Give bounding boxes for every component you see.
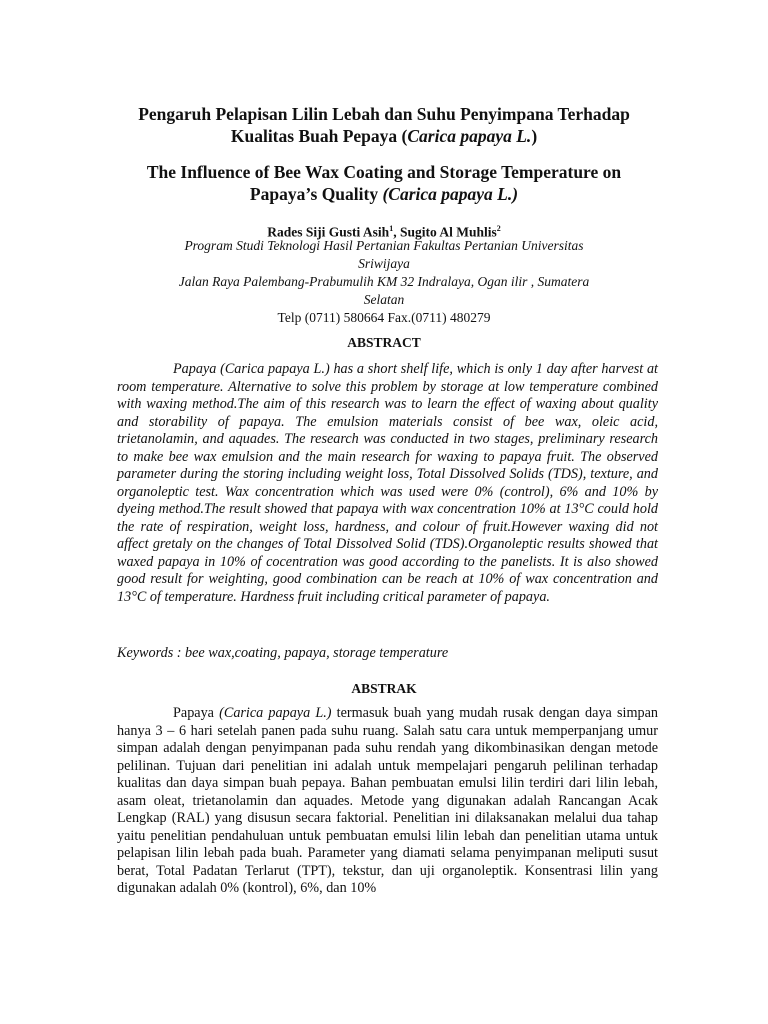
abstract-body: Papaya (Carica papaya L.) has a short shelf life, which is only 1 day after harvest at room temperature. Alternative to solve this problem by storage at low temperature combined with waxing method.The aim of this research was to learn the effect of waxing about quality and storability of papaya. The emulsion materials consist of bee wax, oleic acid, trietanolamin, and aquades. The research was conducted in two stages, preliminary research to make bee wax emulsion and the main research for waxing to papaya fruit. The observed parameter during the storing including weight loss, Total Dissolved Solids (TDS), texture, and organoleptic test. Wax concentration which was used were 0% (control), 6% and 10% by dyeing method.The result showed that papaya with wax concentration 10% at 13°C could hold the rate of respiration, weight loss, hardness, and colour of fruit.However waxing did not affect gretaly on the changes of Total Dissolved Solid (TDS).Organoleptic results showed that waxed papaya in 10% of cocentration was good according to the panelists. It is also showed good result for weighting, good combination can be reach at 10% of wax concentration and 13°C of temperature. Hardness fruit including critical parameter of papaya. <box>117 361 658 605</box>
affiliation-line2: Sriwijaya <box>358 256 410 271</box>
affiliation-line1: Program Studi Teknologi Hasil Pertanian Fakultas Pertanian Universitas <box>184 238 584 253</box>
contact-phone: Telp (0711) 580664 Fax.(0711) 480279 <box>277 310 491 325</box>
title-en-line1: The Influence of Bee Wax Coating and Storage Temperature on <box>146 162 622 182</box>
title-id-line2: Kualitas Buah Pepaya (Carica papaya L.) <box>230 126 538 146</box>
abstrak-heading: ABSTRAK <box>351 681 417 696</box>
title-indonesian <box>120 103 648 147</box>
affiliation-block <box>110 237 658 327</box>
address-line2: Selatan <box>363 292 405 307</box>
title-id-line1: Pengaruh Pelapisan Lilin Lebah dan Suhu Penyimpana Terhadap <box>138 104 630 124</box>
author-list: Rades Siji Gusti Asih$^1$, Sugito Al Muhlis$^2$ <box>267 224 501 240</box>
keywords: Keywords : bee wax,coating, papaya, storage temperature <box>117 645 449 661</box>
abstract-heading: ABSTRACT <box>347 335 421 350</box>
title-english <box>120 161 648 205</box>
address-line1: Jalan Raya Palembang-Prabumulih KM 32 Indralaya, Ogan ilir , Sumatera <box>178 274 590 289</box>
title-en-line2: Papaya’s Quality (Carica papaya L.) <box>249 184 519 204</box>
abstrak-body: Papaya (Carica papaya L.) termasuk buah yang mudah rusak dengan daya simpan hanya 3 – 6 hari setelah panen pada suhu ruang. Salah satu cara untuk memperpanjang umur simpan adalah dengan penyimpanan pada suhu rendah yang dikombinasikan dengan metode pelilinan. Tujuan dari penelitian ini adalah untuk mempelajari pengaruh pelilinan terhadap kualitas dan daya simpan buah pepaya. Bahan pembuatan emulsi lilin terdiri dari lilin lebah, asam oleat, trietanolamin dan aquades. Metode yang digunakan adalah Rancangan Acak Lengkap (RAL) yang disusun secara faktorial. Penelitian ini dilaksanakan melalui dua tahap yaitu penelitian pendahuluan untuk pembuatan emulsi lilin lebah dan penelitian utama untuk pelapisan lilin lebah pada buah. Parameter yang diamati selama penyimpanan meliputi susut berat, Total Padatan Terlarut (TPT), tekstur, dan uji organoleptik. Konsentrasi lilin yang digunakan adalah 0% (kontrol), 6%, dan 10% <box>117 705 658 896</box>
